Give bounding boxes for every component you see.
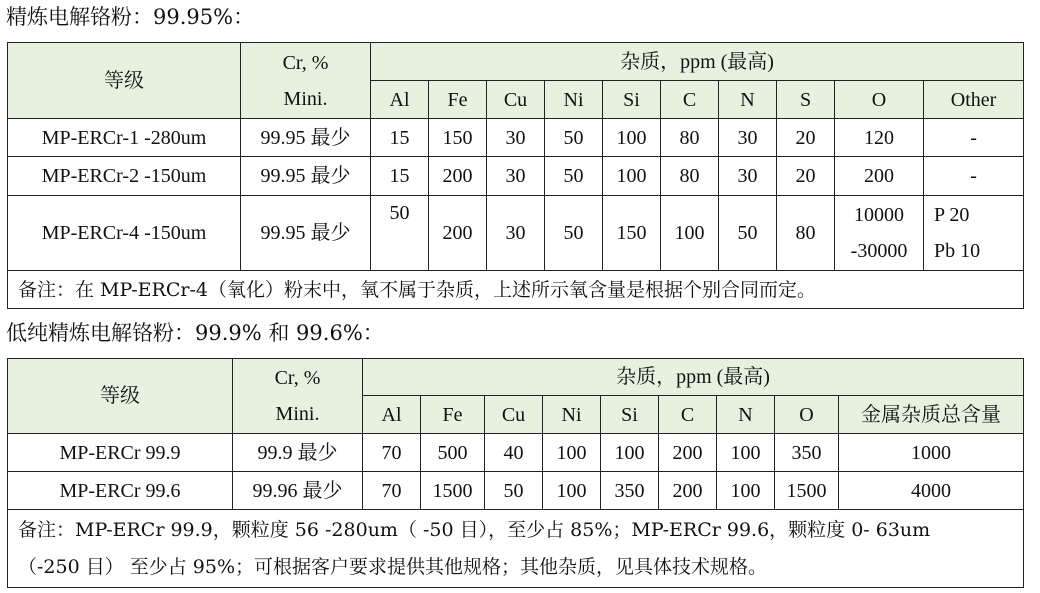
value-cell: 50 bbox=[719, 196, 777, 271]
value-cell: 30 bbox=[487, 119, 545, 157]
note-line2: （-250 目） 至少占 95%；可根据客户要求提供其他规格；其他杂质，见具体技术规格。 bbox=[18, 556, 768, 578]
oxygen-cell bbox=[835, 196, 924, 271]
value-cell: 100 bbox=[543, 472, 601, 510]
note: 备注：在 MP-ERCr-4（氧化）粉末中，氧不属于杂质，上述所示氧含量是根据个别合同而定。 bbox=[8, 271, 1024, 309]
element-header: Al bbox=[371, 81, 429, 119]
value-cell: 100 bbox=[603, 157, 661, 196]
cr-cell: 99.9 最少 bbox=[233, 434, 363, 472]
cr-cell: 99.95 最少 bbox=[241, 196, 371, 271]
value-cell: 200 bbox=[835, 157, 924, 196]
note bbox=[8, 510, 1024, 588]
value-cell: 1500 bbox=[421, 472, 485, 510]
element-header: N bbox=[717, 396, 775, 434]
value-cell: 20 bbox=[777, 157, 835, 196]
cr-header-line2: Mini. bbox=[275, 403, 320, 425]
value-cell: 150 bbox=[429, 119, 487, 157]
value-cell: 1500 bbox=[775, 472, 839, 510]
element-header: Al bbox=[363, 396, 421, 434]
value-cell: 70 bbox=[363, 434, 421, 472]
section-1-heading: 精炼电解铬粉：99.95%： bbox=[6, 5, 255, 29]
value-cell: 80 bbox=[777, 196, 835, 271]
value-cell: - bbox=[924, 119, 1024, 157]
value-cell: 40 bbox=[485, 434, 543, 472]
element-header: Cu bbox=[485, 396, 543, 434]
value-cell: 500 bbox=[421, 434, 485, 472]
impurity-header: 杂质，ppm (最高) bbox=[363, 359, 1024, 396]
value-cell: 200 bbox=[659, 472, 717, 510]
value-cell: 100 bbox=[661, 196, 719, 271]
oxygen-line2: -30000 bbox=[850, 240, 908, 262]
element-header: O bbox=[775, 396, 839, 434]
grade-cell: MP-ERCr 99.6 bbox=[8, 472, 233, 510]
value-cell: - bbox=[924, 157, 1024, 196]
cr-header-line1: Cr, % bbox=[282, 51, 329, 74]
value-cell: 15 bbox=[371, 157, 429, 196]
cr-cell: 99.95 最少 bbox=[241, 157, 371, 196]
value-cell: 80 bbox=[661, 157, 719, 196]
element-header: 金属杂质总含量 bbox=[839, 396, 1024, 434]
value-cell: 100 bbox=[603, 119, 661, 157]
value-cell: 100 bbox=[543, 434, 601, 472]
element-header: Cu bbox=[487, 81, 545, 119]
element-header: Other bbox=[924, 81, 1024, 119]
element-header: N bbox=[719, 81, 777, 119]
impurity-header: 杂质，ppm (最高) bbox=[371, 43, 1024, 81]
element-header: C bbox=[661, 81, 719, 119]
table-row bbox=[8, 196, 1024, 271]
value-cell: 350 bbox=[601, 472, 659, 510]
value-cell: 100 bbox=[717, 472, 775, 510]
grade-header: 等级 bbox=[8, 359, 233, 434]
element-header: O bbox=[835, 81, 924, 119]
element-header: Si bbox=[603, 81, 661, 119]
value-cell: 50 bbox=[371, 196, 429, 271]
cr-header bbox=[241, 43, 371, 119]
value-cell: 50 bbox=[545, 196, 603, 271]
value-cell: 50 bbox=[545, 119, 603, 157]
other-line1: P 20 bbox=[934, 204, 970, 226]
value-cell: 50 bbox=[545, 157, 603, 196]
grade-cell: MP-ERCr-2 -150um bbox=[8, 157, 241, 196]
table-row bbox=[8, 157, 1024, 196]
element-header: Si bbox=[601, 396, 659, 434]
value-cell: 350 bbox=[775, 434, 839, 472]
cr-header-line2: Mini. bbox=[283, 87, 328, 110]
grade-cell: MP-ERCr-4 -150um bbox=[8, 196, 241, 271]
element-header: Fe bbox=[429, 81, 487, 119]
cr-header-line1: Cr, % bbox=[274, 367, 321, 389]
value-cell: 200 bbox=[659, 434, 717, 472]
element-header: C bbox=[659, 396, 717, 434]
table-row bbox=[8, 434, 1024, 472]
value-cell: 200 bbox=[429, 157, 487, 196]
value-cell: 120 bbox=[835, 119, 924, 157]
value-cell: 80 bbox=[661, 119, 719, 157]
oxygen-line1: 10000 bbox=[854, 204, 904, 226]
grade-cell: MP-ERCr-1 -280um bbox=[8, 119, 241, 157]
value-cell: 30 bbox=[487, 157, 545, 196]
value-cell: 150 bbox=[603, 196, 661, 271]
value-cell: 4000 bbox=[839, 472, 1024, 510]
value-cell: 50 bbox=[485, 472, 543, 510]
value-cell: 30 bbox=[487, 196, 545, 271]
cr-header bbox=[233, 359, 363, 434]
element-header: S bbox=[777, 81, 835, 119]
element-header: Ni bbox=[543, 396, 601, 434]
high-purity-spec-table bbox=[7, 42, 1024, 309]
low-purity-spec-table bbox=[7, 358, 1024, 588]
cr-cell: 99.96 最少 bbox=[233, 472, 363, 510]
value-cell: 1000 bbox=[839, 434, 1024, 472]
value-cell: 30 bbox=[719, 157, 777, 196]
element-header: Ni bbox=[545, 81, 603, 119]
cr-cell: 99.95 最少 bbox=[241, 119, 371, 157]
value-cell: 100 bbox=[601, 434, 659, 472]
value-cell: 70 bbox=[363, 472, 421, 510]
other-cell bbox=[924, 196, 1024, 271]
value-cell: 20 bbox=[777, 119, 835, 157]
value-cell: 200 bbox=[429, 196, 487, 271]
table-row bbox=[8, 119, 1024, 157]
element-header: Fe bbox=[421, 396, 485, 434]
grade-cell: MP-ERCr 99.9 bbox=[8, 434, 233, 472]
note-line1: 备注：MP-ERCr 99.9，颗粒度 56 -280um（ -50 目），至少占 85%；MP-ERCr 99.6，颗粒度 0- 63um bbox=[18, 519, 931, 541]
table-row bbox=[8, 472, 1024, 510]
section-2-heading: 低纯精炼电解铬粉：99.9% 和 99.6%： bbox=[6, 321, 384, 345]
value-cell: 100 bbox=[717, 434, 775, 472]
other-line2: Pb 10 bbox=[934, 240, 981, 262]
grade-header: 等级 bbox=[8, 43, 241, 119]
value-cell: 15 bbox=[371, 119, 429, 157]
value-cell: 30 bbox=[719, 119, 777, 157]
